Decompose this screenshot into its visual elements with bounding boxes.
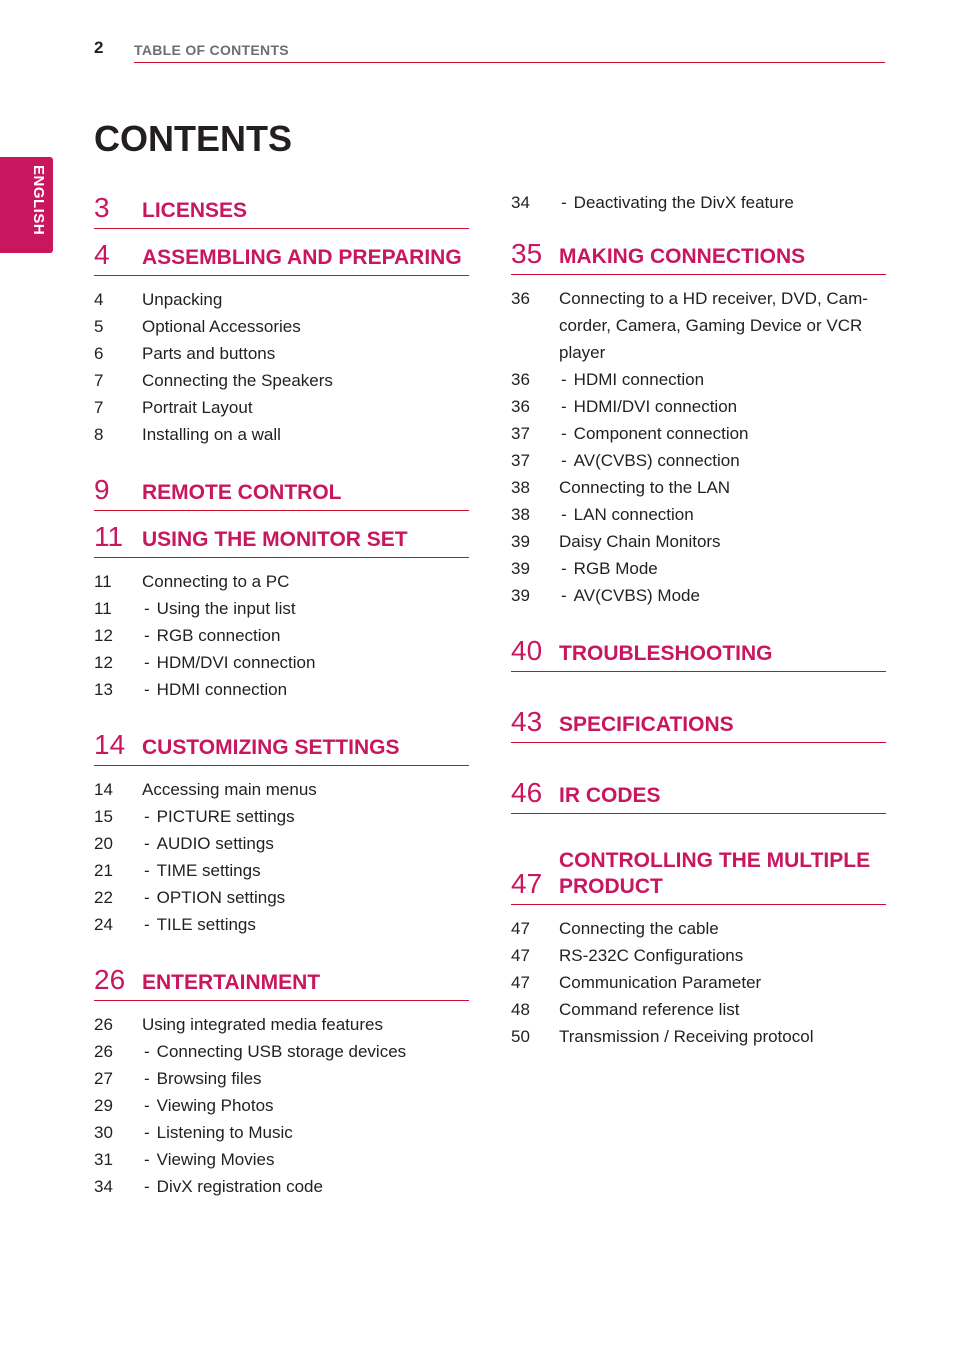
toc-entry-label: TILE settings	[156, 915, 256, 934]
toc-entry-label: Unpacking	[142, 290, 223, 309]
toc-section-title: TROUBLESHOOTING	[559, 642, 773, 665]
toc-section-page: 43	[511, 706, 543, 737]
sub-entry-dash: -	[144, 807, 150, 826]
toc-entry-label: AV(CVBS) Mode	[573, 586, 700, 605]
toc-entry-label: Command reference list	[559, 1000, 740, 1019]
toc-entry[interactable]	[511, 942, 886, 969]
toc-section-title: REMOTE CONTROL	[142, 481, 342, 504]
toc-entry[interactable]	[511, 555, 886, 582]
toc-entry-label: Accessing main menus	[142, 780, 317, 799]
toc-left-column	[94, 192, 469, 1226]
toc-section-title: CUSTOMIZING SETTINGS	[142, 736, 400, 759]
toc-entry[interactable]	[511, 447, 886, 474]
toc-entry[interactable]	[94, 857, 469, 884]
toc-entry-page: 26	[94, 1015, 113, 1034]
toc-entry[interactable]	[511, 189, 886, 216]
sub-entry-dash: -	[144, 915, 150, 934]
toc-section-title: LICENSES	[142, 199, 248, 222]
toc-entry-page: 48	[511, 1000, 530, 1019]
toc-entry-label: RGB connection	[156, 626, 281, 645]
sub-entry-dash: -	[561, 424, 567, 443]
toc-section-heading[interactable]	[511, 848, 886, 905]
toc-entry-label: HDMI connection	[156, 680, 288, 699]
toc-entry-label: Using integrated media features	[142, 1015, 383, 1034]
toc-entry-page: 12	[94, 626, 113, 645]
toc-section-page: 47	[511, 868, 543, 899]
toc-section-remote-control	[94, 474, 469, 511]
toc-entry[interactable]	[511, 915, 886, 942]
toc-entry-page: 11	[94, 599, 112, 618]
toc-entry[interactable]	[511, 1023, 886, 1050]
toc-section-page: 9	[94, 474, 110, 505]
toc-entry-page: 30	[94, 1123, 113, 1142]
toc-section-page: 4	[94, 239, 110, 270]
toc-entry[interactable]	[511, 996, 886, 1023]
toc-section-items	[511, 275, 886, 609]
toc-entry-label: HDMI/DVI connection	[573, 397, 738, 416]
toc-entry-page: 50	[511, 1027, 530, 1046]
toc-entry-page: 34	[94, 1177, 113, 1196]
toc-section-controlling-the-multiple-product	[511, 848, 886, 1050]
toc-entry[interactable]	[94, 367, 469, 394]
toc-entry[interactable]	[94, 776, 469, 803]
toc-entry[interactable]	[511, 420, 886, 447]
toc-section-heading[interactable]	[94, 192, 469, 229]
toc-entry[interactable]	[511, 285, 886, 366]
toc-section-title: ASSEMBLING AND PREPARING	[142, 246, 462, 269]
toc-section-customizing-settings	[94, 729, 469, 938]
toc-entry[interactable]	[511, 528, 886, 555]
toc-entry-label: TIME settings	[156, 861, 261, 880]
toc-section-title: IR CODES	[559, 784, 661, 807]
toc-entry[interactable]	[94, 568, 469, 595]
toc-entry-page: 36	[511, 397, 530, 416]
sub-entry-dash: -	[561, 193, 567, 212]
toc-section-heading[interactable]	[511, 238, 886, 275]
toc-entry-page: 47	[511, 946, 530, 965]
toc-entry[interactable]	[94, 595, 469, 622]
toc-entry-page: 47	[511, 973, 530, 992]
toc-entry-label: Transmission / Receiving protocol	[559, 1027, 814, 1046]
toc-entry[interactable]	[94, 1038, 469, 1065]
toc-entry[interactable]	[94, 1119, 469, 1146]
toc-entry[interactable]	[94, 911, 469, 938]
toc-entry-label: Connecting the cable	[559, 919, 719, 938]
toc-section-heading[interactable]	[94, 729, 469, 766]
toc-entry-label: Connecting to a PC	[142, 572, 290, 591]
toc-entry-page: 22	[94, 888, 113, 907]
toc-entry-page: 47	[511, 919, 530, 938]
toc-entry-label: HDMI connection	[573, 370, 705, 389]
toc-entry-page: 14	[94, 780, 113, 799]
toc-entry-page: 20	[94, 834, 113, 853]
toc-section-heading[interactable]	[94, 239, 469, 276]
toc-section-items	[511, 905, 886, 1050]
toc-entry[interactable]	[94, 803, 469, 830]
sub-entry-dash: -	[144, 1123, 150, 1142]
toc-entry[interactable]	[511, 969, 886, 996]
sub-entry-dash: -	[144, 1150, 150, 1169]
sub-entry-dash: -	[144, 1042, 150, 1061]
toc-entry-label: Connecting USB storage devices	[156, 1042, 407, 1061]
toc-section-page: 40	[511, 635, 543, 666]
toc-entry-label: Browsing files	[156, 1069, 262, 1088]
toc-section-heading[interactable]	[94, 474, 469, 511]
toc-entry-page: 34	[511, 193, 530, 212]
toc-entry-page: 21	[94, 861, 113, 880]
toc-entry[interactable]	[511, 366, 886, 393]
sub-entry-dash: -	[561, 505, 567, 524]
toc-section-heading[interactable]	[511, 706, 886, 743]
toc-continued-entries	[511, 189, 886, 216]
toc-section-title: USING THE MONITOR SET	[142, 528, 408, 551]
toc-entry[interactable]	[94, 884, 469, 911]
toc-entry[interactable]	[94, 830, 469, 857]
toc-entry-label: Parts and buttons	[142, 344, 276, 363]
sub-entry-dash: -	[561, 451, 567, 470]
toc-section-page: 3	[94, 192, 110, 223]
toc-entry-page: 4	[94, 290, 104, 309]
toc-section-making-connections	[511, 238, 886, 609]
toc-entry-label: Daisy Chain Monitors	[559, 532, 721, 551]
toc-section-page: 35	[511, 238, 543, 269]
toc-entry[interactable]	[94, 286, 469, 313]
sub-entry-dash: -	[144, 653, 150, 672]
sub-entry-dash: -	[144, 626, 150, 645]
toc-entry[interactable]	[94, 1065, 469, 1092]
toc-entry-page: 36	[511, 370, 530, 389]
language-tab-label: ENGLISH	[30, 165, 47, 236]
toc-entry-label: RGB Mode	[573, 559, 658, 578]
page-title: CONTENTS	[94, 118, 292, 159]
toc-entry-page: 26	[94, 1042, 113, 1061]
toc-section-using-the-monitor-set	[94, 521, 469, 703]
toc-entry-label: HDM/DVI connection	[156, 653, 316, 672]
toc-entry-label: RS-232C Configurations	[559, 946, 744, 965]
toc-section-items	[94, 276, 469, 448]
toc-section-title: ENTERTAINMENT	[142, 971, 321, 994]
toc-section-items	[94, 558, 469, 703]
toc-entry-label: AUDIO settings	[156, 834, 274, 853]
sub-entry-dash: -	[144, 888, 150, 907]
toc-entry-page: 7	[94, 371, 104, 390]
toc-section-page: 26	[94, 964, 126, 995]
sub-entry-dash: -	[144, 1096, 150, 1115]
toc-entry-page: 5	[94, 317, 104, 336]
toc-entry-page: 36	[511, 289, 530, 308]
toc-entry-page: 6	[94, 344, 104, 363]
toc-section-items	[94, 766, 469, 938]
toc-entry-label: PICTURE settings	[156, 807, 295, 826]
toc-entry-page: 37	[511, 451, 530, 470]
toc-entry[interactable]	[94, 394, 469, 421]
toc-section-licenses	[94, 192, 469, 229]
header-section-label: TABLE OF CONTENTS	[134, 42, 289, 58]
toc-entry-page: 13	[94, 680, 113, 699]
toc-entry-label: OPTION settings	[156, 888, 286, 907]
toc-entry-page: 11	[94, 572, 112, 591]
toc-entry[interactable]	[94, 1092, 469, 1119]
toc-section-specifications	[511, 706, 886, 743]
sub-entry-dash: -	[144, 1069, 150, 1088]
toc-entry-page: 38	[511, 505, 530, 524]
toc-section-title: MAKING CONNECTIONS	[559, 245, 806, 268]
toc-entry-label: Connecting the Speakers	[142, 371, 333, 390]
toc-section-heading[interactable]	[94, 521, 469, 558]
toc-entry-page: 15	[94, 807, 113, 826]
sub-entry-dash: -	[144, 861, 150, 880]
toc-entry-label: Listening to Music	[156, 1123, 293, 1142]
toc-entry-label: Optional Accessories	[142, 317, 301, 336]
toc-entry-label: AV(CVBS) connection	[573, 451, 740, 470]
toc-entry-label: LAN connection	[573, 505, 694, 524]
toc-entry-page: 31	[94, 1150, 113, 1169]
toc-section-heading[interactable]	[511, 635, 886, 672]
sub-entry-dash: -	[144, 1177, 150, 1196]
toc-entry[interactable]	[94, 313, 469, 340]
toc-entry-label: Connecting to the LAN	[559, 478, 731, 497]
toc-entry[interactable]	[511, 582, 886, 609]
toc-entry[interactable]	[94, 1173, 469, 1200]
toc-entry-page: 8	[94, 425, 104, 444]
toc-section-ir-codes	[511, 777, 886, 814]
toc-entry-label: Connecting to a HD receiver, DVD, Cam-corder, Camera, Gaming Device or VCR player	[559, 289, 868, 362]
toc-entry-label: Using the input list	[156, 599, 296, 618]
header-rule	[134, 62, 885, 63]
toc-entry[interactable]	[94, 622, 469, 649]
toc-entry-label: Viewing Photos	[156, 1096, 274, 1115]
toc-entry-label: Deactivating the DivX feature	[573, 193, 794, 212]
sub-entry-dash: -	[144, 680, 150, 699]
toc-entry[interactable]	[94, 676, 469, 703]
toc-entry-page: 39	[511, 586, 530, 605]
toc-entry-page: 29	[94, 1096, 113, 1115]
toc-entry-page: 37	[511, 424, 530, 443]
toc-section-heading[interactable]	[94, 964, 469, 1001]
sub-entry-dash: -	[561, 370, 567, 389]
sub-entry-dash: -	[144, 834, 150, 853]
toc-entry-page: 7	[94, 398, 104, 417]
toc-entry[interactable]	[511, 501, 886, 528]
toc-entry-label: Installing on a wall	[142, 425, 281, 444]
toc-entry[interactable]	[511, 474, 886, 501]
toc-section-title: SPECIFICATIONS	[559, 713, 734, 736]
sub-entry-dash: -	[144, 599, 150, 618]
toc-entry-page: 27	[94, 1069, 113, 1088]
toc-section-page: 46	[511, 777, 543, 808]
toc-entry[interactable]	[94, 1146, 469, 1173]
sub-entry-dash: -	[561, 397, 567, 416]
sub-entry-dash: -	[561, 586, 567, 605]
toc-section-page: 14	[94, 729, 126, 760]
toc-section-assembling-and-preparing	[94, 239, 469, 448]
toc-entry-label: Communication Parameter	[559, 973, 762, 992]
toc-section-title: CONTROLLING THE MULTIPLE PRODUCT	[559, 849, 871, 898]
toc-entry[interactable]	[94, 340, 469, 367]
toc-right-column	[511, 192, 886, 1076]
toc-entry-page: 39	[511, 532, 530, 551]
toc-entry-page: 12	[94, 653, 113, 672]
toc-entry-label: Component connection	[573, 424, 749, 443]
toc-entry[interactable]	[94, 421, 469, 448]
toc-section-page: 11	[94, 521, 124, 552]
toc-entry-page: 39	[511, 559, 530, 578]
toc-section-heading[interactable]	[511, 777, 886, 814]
toc-section-items	[94, 1001, 469, 1200]
toc-entry-label: Viewing Movies	[156, 1150, 275, 1169]
header-page-number: 2	[94, 38, 104, 57]
toc-entry[interactable]	[94, 649, 469, 676]
toc-entry-label: DivX registration code	[156, 1177, 323, 1196]
sub-entry-dash: -	[561, 559, 567, 578]
toc-entry-page: 24	[94, 915, 113, 934]
toc-section-entertainment	[94, 964, 469, 1200]
toc-entry[interactable]	[511, 393, 886, 420]
toc-entry-label: Portrait Layout	[142, 398, 253, 417]
toc-section-troubleshooting	[511, 635, 886, 672]
toc-entry-page: 38	[511, 478, 530, 497]
toc-entry[interactable]	[94, 1011, 469, 1038]
